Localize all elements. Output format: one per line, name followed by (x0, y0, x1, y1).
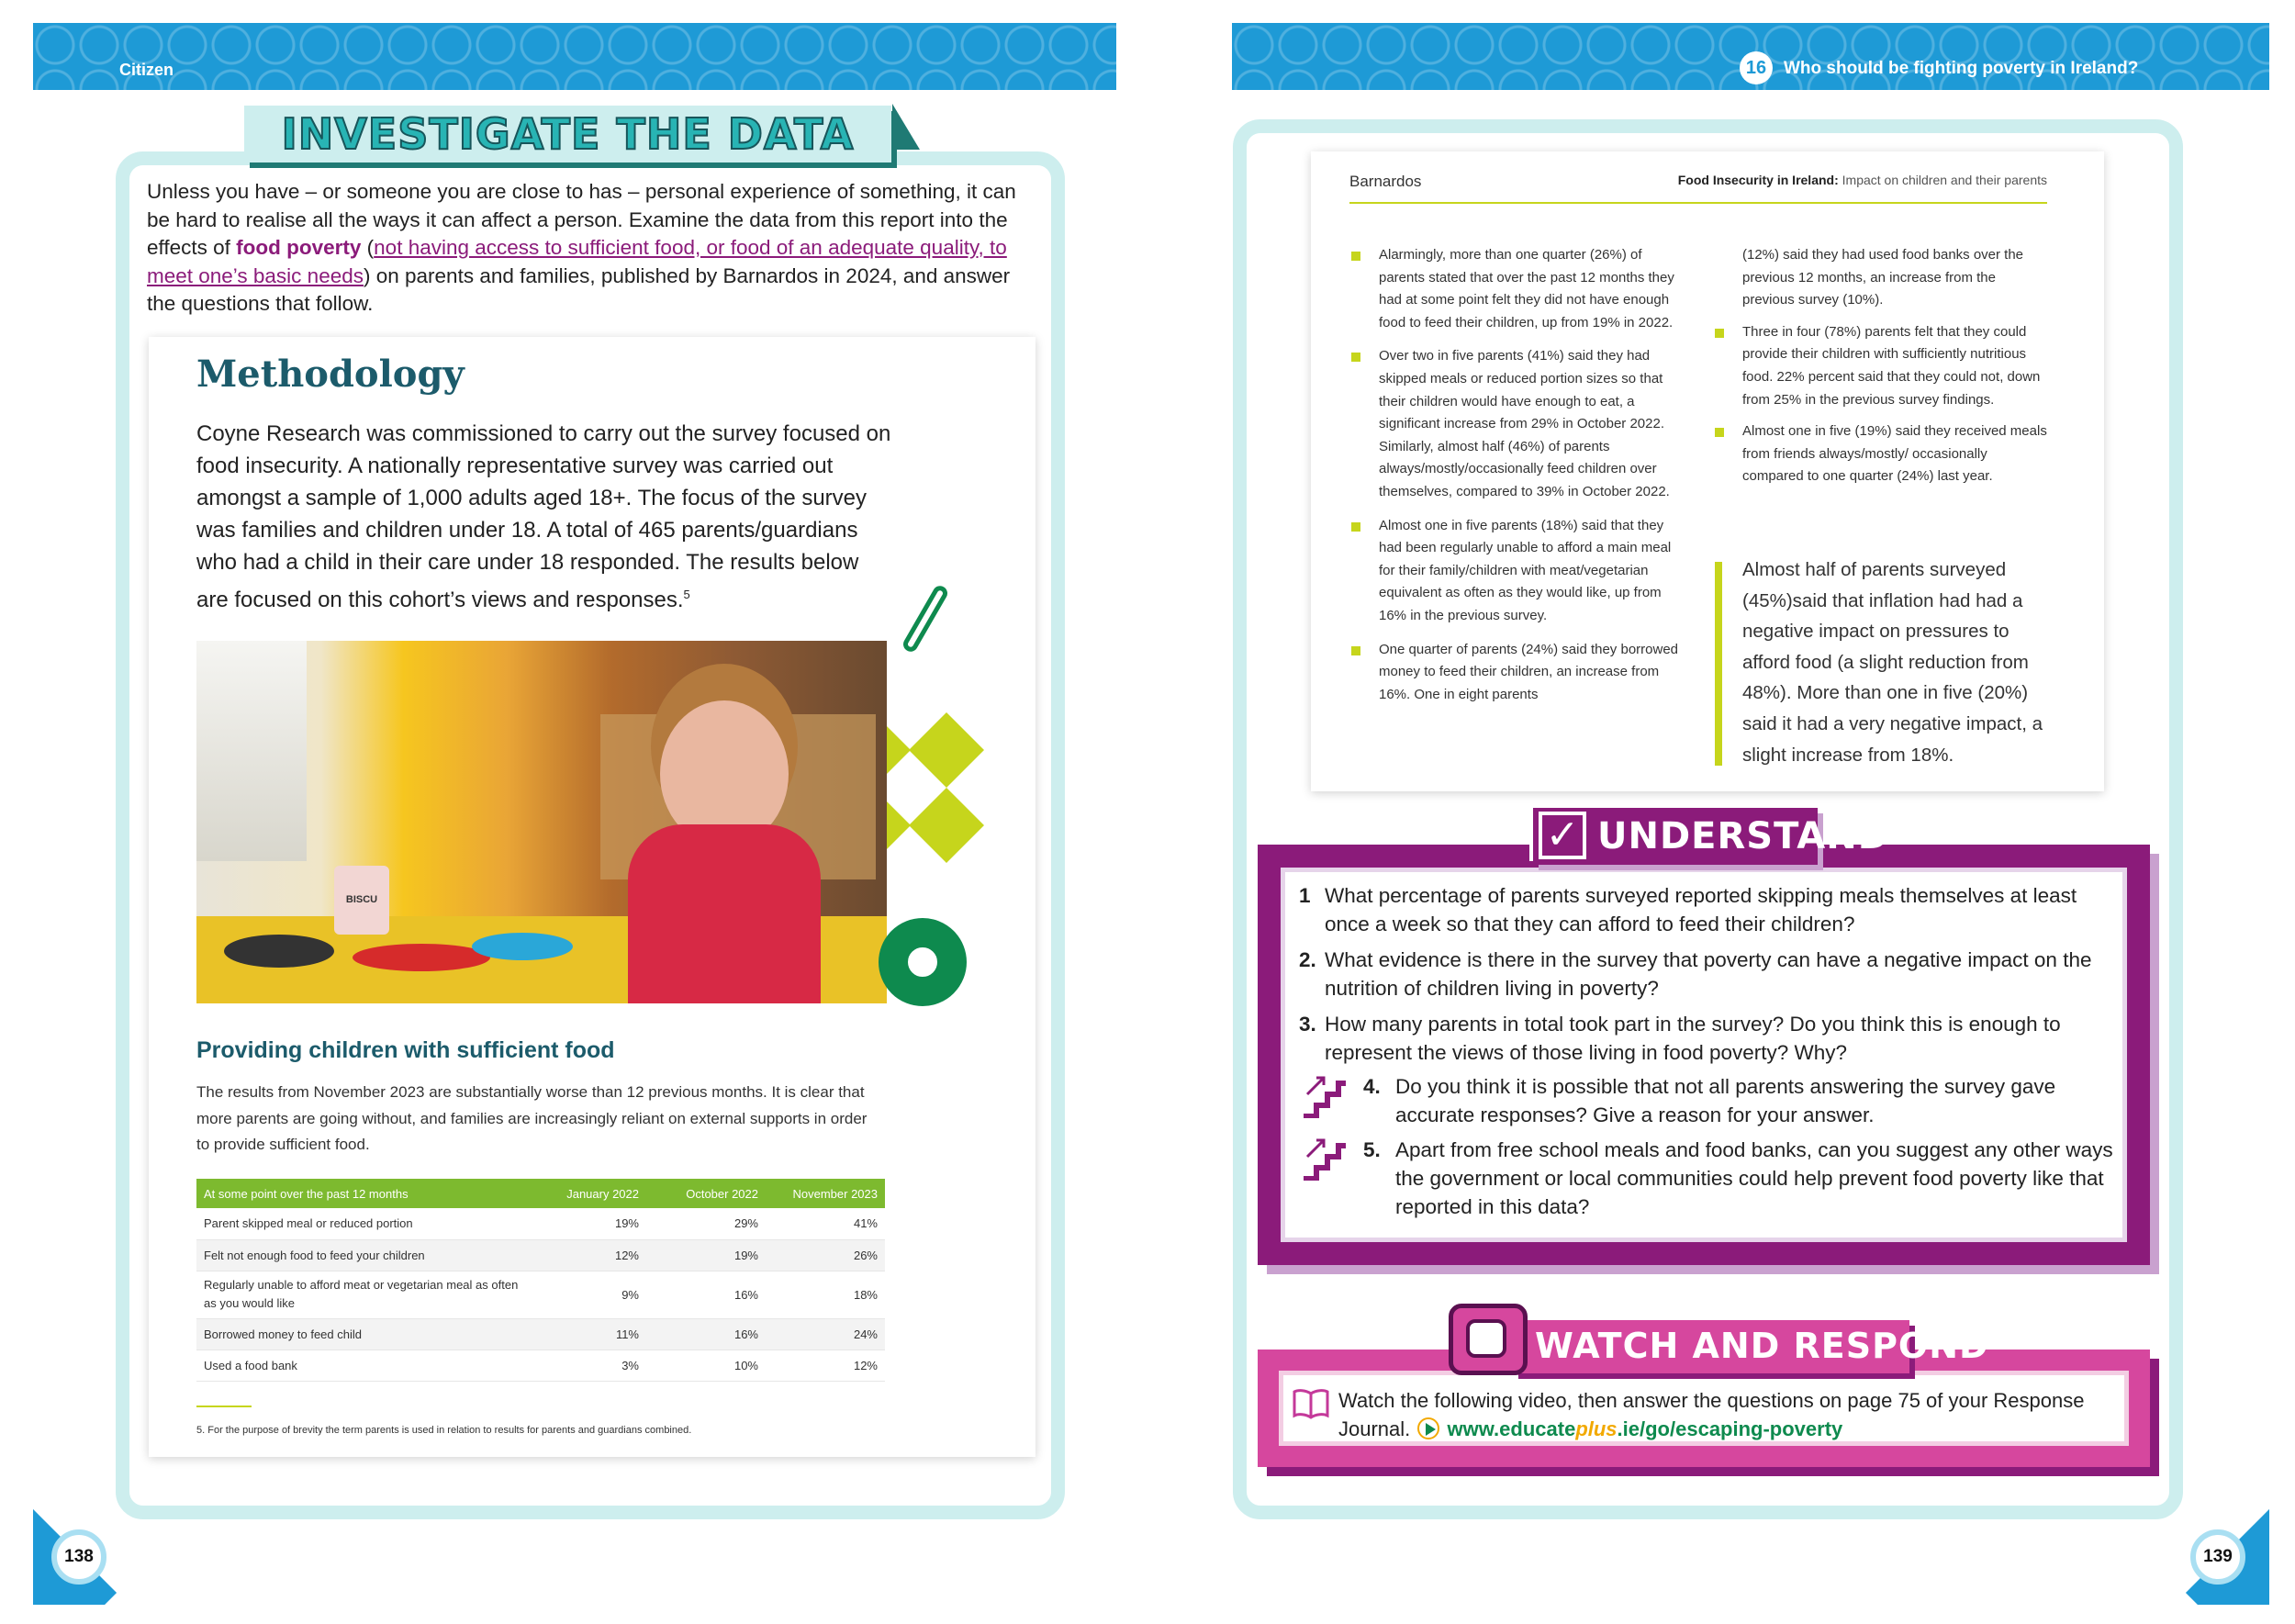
challenge-stairs-icon (1302, 1138, 1348, 1181)
banner-tail (892, 104, 920, 150)
link-part-3: .ie/go/escaping-poverty (1617, 1417, 1843, 1440)
challenge-stairs-icon (1302, 1076, 1348, 1118)
table-cell: 18% (766, 1271, 885, 1318)
watch-text (1338, 1386, 2119, 1443)
report-org: Barnardos (1349, 173, 1422, 190)
report-title-bold: Food Insecurity in Ireland: (1677, 173, 1839, 187)
question-number: 3. (1299, 1013, 1316, 1036)
report-column-right (1715, 244, 2051, 488)
girl-playing-photo (196, 641, 887, 1003)
methodology-body (196, 418, 894, 616)
photo-pan (224, 935, 334, 968)
report-callout: Almost half of parents surveyed (45%)said that inflation had had a negative impact on pressures to afford food (a slight reduction from 48%). More than one in five (20%) said it had a very negative impact, a slight increase from 18%. (1742, 559, 2043, 766)
term-food-poverty: food poverty (236, 236, 362, 259)
chapter-title: Who should be fighting poverty in Ireland? (1784, 59, 2139, 78)
definition-food-poverty[interactable]: not having access to sufficient food, or food of an adequate quality, to meet one’s basic needs (147, 236, 1007, 287)
report-bullet: One quarter of parents (24%) said they borrowed money to feed their children, an increase from 16%. One in eight parents (1351, 639, 1689, 707)
tv-icon (1449, 1304, 1528, 1375)
report-bullet: Over two in five parents (41%) said they had skipped meals or reduced portion sizes so that their children would have enough to eat, a significant increase from 29% in October 2022. Similarly, almost half (46%) of parents always/mostly/occasionally feed children over themselves, compared to 39% in October 2022. (1351, 345, 1689, 503)
table-cell: Regularly unable to afford meat or vegetarian meal as often as you would like (196, 1271, 527, 1318)
page-number-left: 138 (51, 1529, 106, 1585)
video-link[interactable] (1448, 1417, 1843, 1440)
photo-jar: BISCU (334, 866, 389, 935)
table-cell: 9% (527, 1271, 646, 1318)
intro-text-2: ) on parents and families, published by Barnardos in 2024, and answer the questions that follow. (147, 263, 1011, 315)
question-number: 2. (1299, 948, 1316, 971)
methodology-text: Coyne Research was commissioned to carry out the survey focused on food insecurity. A nationally representative survey was carried out amongst a sample of 1,000 adults aged 18+. The focus of the survey was families and children under 18. A total of 465 parents/guardians who had a child in their care under 18 responded. The results below are focused on this cohort’s views and responses. (196, 421, 891, 612)
table-cell: 16% (646, 1318, 766, 1350)
green-ring-decoration (879, 918, 967, 1006)
table-cell: 29% (646, 1208, 766, 1239)
intro-paren: ( (361, 236, 375, 259)
understand-title: UNDERSTAND (1597, 815, 1889, 857)
table-cell: 12% (766, 1350, 885, 1381)
footnote-ref: 5 (683, 588, 690, 601)
table-cell: 3% (527, 1350, 646, 1381)
table-cell: 12% (527, 1239, 646, 1271)
question-2 (1299, 946, 2116, 1002)
header-band-left (33, 23, 1116, 90)
question-4 (1363, 1072, 2116, 1129)
table-row (196, 1350, 885, 1381)
report-title (1625, 173, 2047, 187)
report-title-rest: Impact on children and their parents (1838, 173, 2047, 187)
table-cell: 19% (646, 1239, 766, 1271)
table-cell: Used a food bank (196, 1350, 527, 1381)
report-title-rule (1349, 202, 2047, 204)
table-row (196, 1318, 885, 1350)
footnote-divider (196, 1406, 252, 1407)
table-cell: 10% (646, 1350, 766, 1381)
table-cell: 16% (646, 1271, 766, 1318)
question-3 (1299, 1010, 2116, 1067)
table-cell: 19% (527, 1208, 646, 1239)
table-cell: Borrowed money to feed child (196, 1318, 527, 1350)
question-text: Apart from free school meals and food banks, can you suggest any other ways the government or local communities could help prevent food poverty like that reported in this data? (1395, 1138, 2113, 1218)
photo-bowl (472, 933, 573, 960)
photo-girl-body (628, 824, 821, 1003)
header-label-citizen: Citizen (119, 61, 174, 79)
investigate-title: INVESTIGATE THE DATA (281, 109, 855, 159)
link-part-1: www.educate (1447, 1417, 1576, 1440)
question-number: 4. (1363, 1075, 1381, 1098)
question-text: What percentage of parents surveyed reported skipping meals themselves at least once a week so that they can afford to feed their children? (1325, 884, 2077, 935)
report-bullet: Almost one in five parents (18%) said that they had been regularly unable to afford a main meal for their family/children with meat/vegetarian equivalent as often as they would like, up from 16% in the previous survey. (1351, 515, 1689, 628)
results-table-wrapper (196, 1179, 885, 1382)
chapter-number-badge: 16 (1740, 51, 1773, 84)
play-icon[interactable] (1417, 1417, 1439, 1439)
table-header: November 2023 (766, 1179, 885, 1208)
table-cell: 24% (766, 1318, 885, 1350)
table-row (196, 1239, 885, 1271)
table-header: At some point over the past 12 months (196, 1179, 527, 1208)
investigate-intro (147, 178, 1028, 319)
question-number: 1 (1299, 884, 1311, 907)
section-body-sufficient-food: The results from November 2023 are substantially worse than 12 previous months. It is clear that more parents are going without, and families are increasingly reliant on external supports in order to provide sufficient food. (196, 1083, 868, 1153)
watch-instruction: Watch the following video, then answer the questions on page 75 of your Response Journal. (1338, 1389, 2085, 1440)
table-cell: 26% (766, 1239, 885, 1271)
report-bullet: Almost one in five (19%) said they received meals from friends always/mostly/ occasionally compared to one quarter (24%) last year. (1715, 420, 2051, 488)
table-row (196, 1208, 885, 1239)
section-title-sufficient-food: Providing children with sufficient food (196, 1037, 615, 1063)
book-icon (1293, 1388, 1329, 1419)
link-part-2: plus (1575, 1417, 1618, 1440)
table-header-row (196, 1179, 885, 1208)
methodology-title: Methodology (196, 353, 465, 396)
question-1 (1299, 881, 2116, 938)
tv-screen (1466, 1319, 1506, 1358)
results-table (196, 1179, 885, 1382)
checkbox-icon: ✓ (1539, 812, 1586, 859)
watch-title: WATCH AND RESPOND (1535, 1326, 1989, 1366)
report-bullet: Three in four (78%) parents felt that they could provide their children with sufficiently nutritious food. 22% percent said that they could not, down from 25% in the previous survey findings. (1715, 321, 2051, 411)
intro-text-1: Unless you have – or someone you are close to has – personal experience of something, it can be hard to realise all the ways it can affect a person. Examine the data from this report into the effects of (147, 180, 1016, 259)
table-cell: 11% (527, 1318, 646, 1350)
table-cell: Felt not enough food to feed your children (196, 1239, 527, 1271)
callout-bar (1715, 562, 1722, 766)
photo-window (196, 641, 307, 861)
question-text: How many parents in total took part in the survey? Do you think this is enough to represent the views of those living in food poverty? Why? (1325, 1013, 2061, 1064)
page-number-right: 139 (2190, 1529, 2245, 1585)
report-bullet: Alarmingly, more than one quarter (26%) of parents stated that over the past 12 months they had at some point felt they did not have enough food to feed their children, up from 19% in 2022. (1351, 244, 1689, 334)
table-cell: Parent skipped meal or reduced portion (196, 1208, 527, 1239)
report-continuation: (12%) said they had used food banks over the previous 12 months, an increase from the previous survey (10%). (1742, 247, 2024, 308)
table-cell: 41% (766, 1208, 885, 1239)
table-row (196, 1271, 885, 1318)
question-text: What evidence is there in the survey that poverty can have a negative impact on the nutrition of children living in poverty? (1325, 948, 2092, 1000)
question-number: 5. (1363, 1138, 1381, 1161)
table-header: October 2022 (646, 1179, 766, 1208)
footnote-text: 5. For the purpose of brevity the term parents is used in relation to results for parents and guardians combined. (196, 1425, 692, 1436)
question-text: Do you think it is possible that not all parents answering the survey gave accurate responses? Give a reason for your answer. (1395, 1075, 2056, 1126)
photo-plate (353, 944, 490, 971)
table-header: January 2022 (527, 1179, 646, 1208)
report-column-left (1351, 244, 1689, 706)
question-5 (1363, 1136, 2116, 1221)
